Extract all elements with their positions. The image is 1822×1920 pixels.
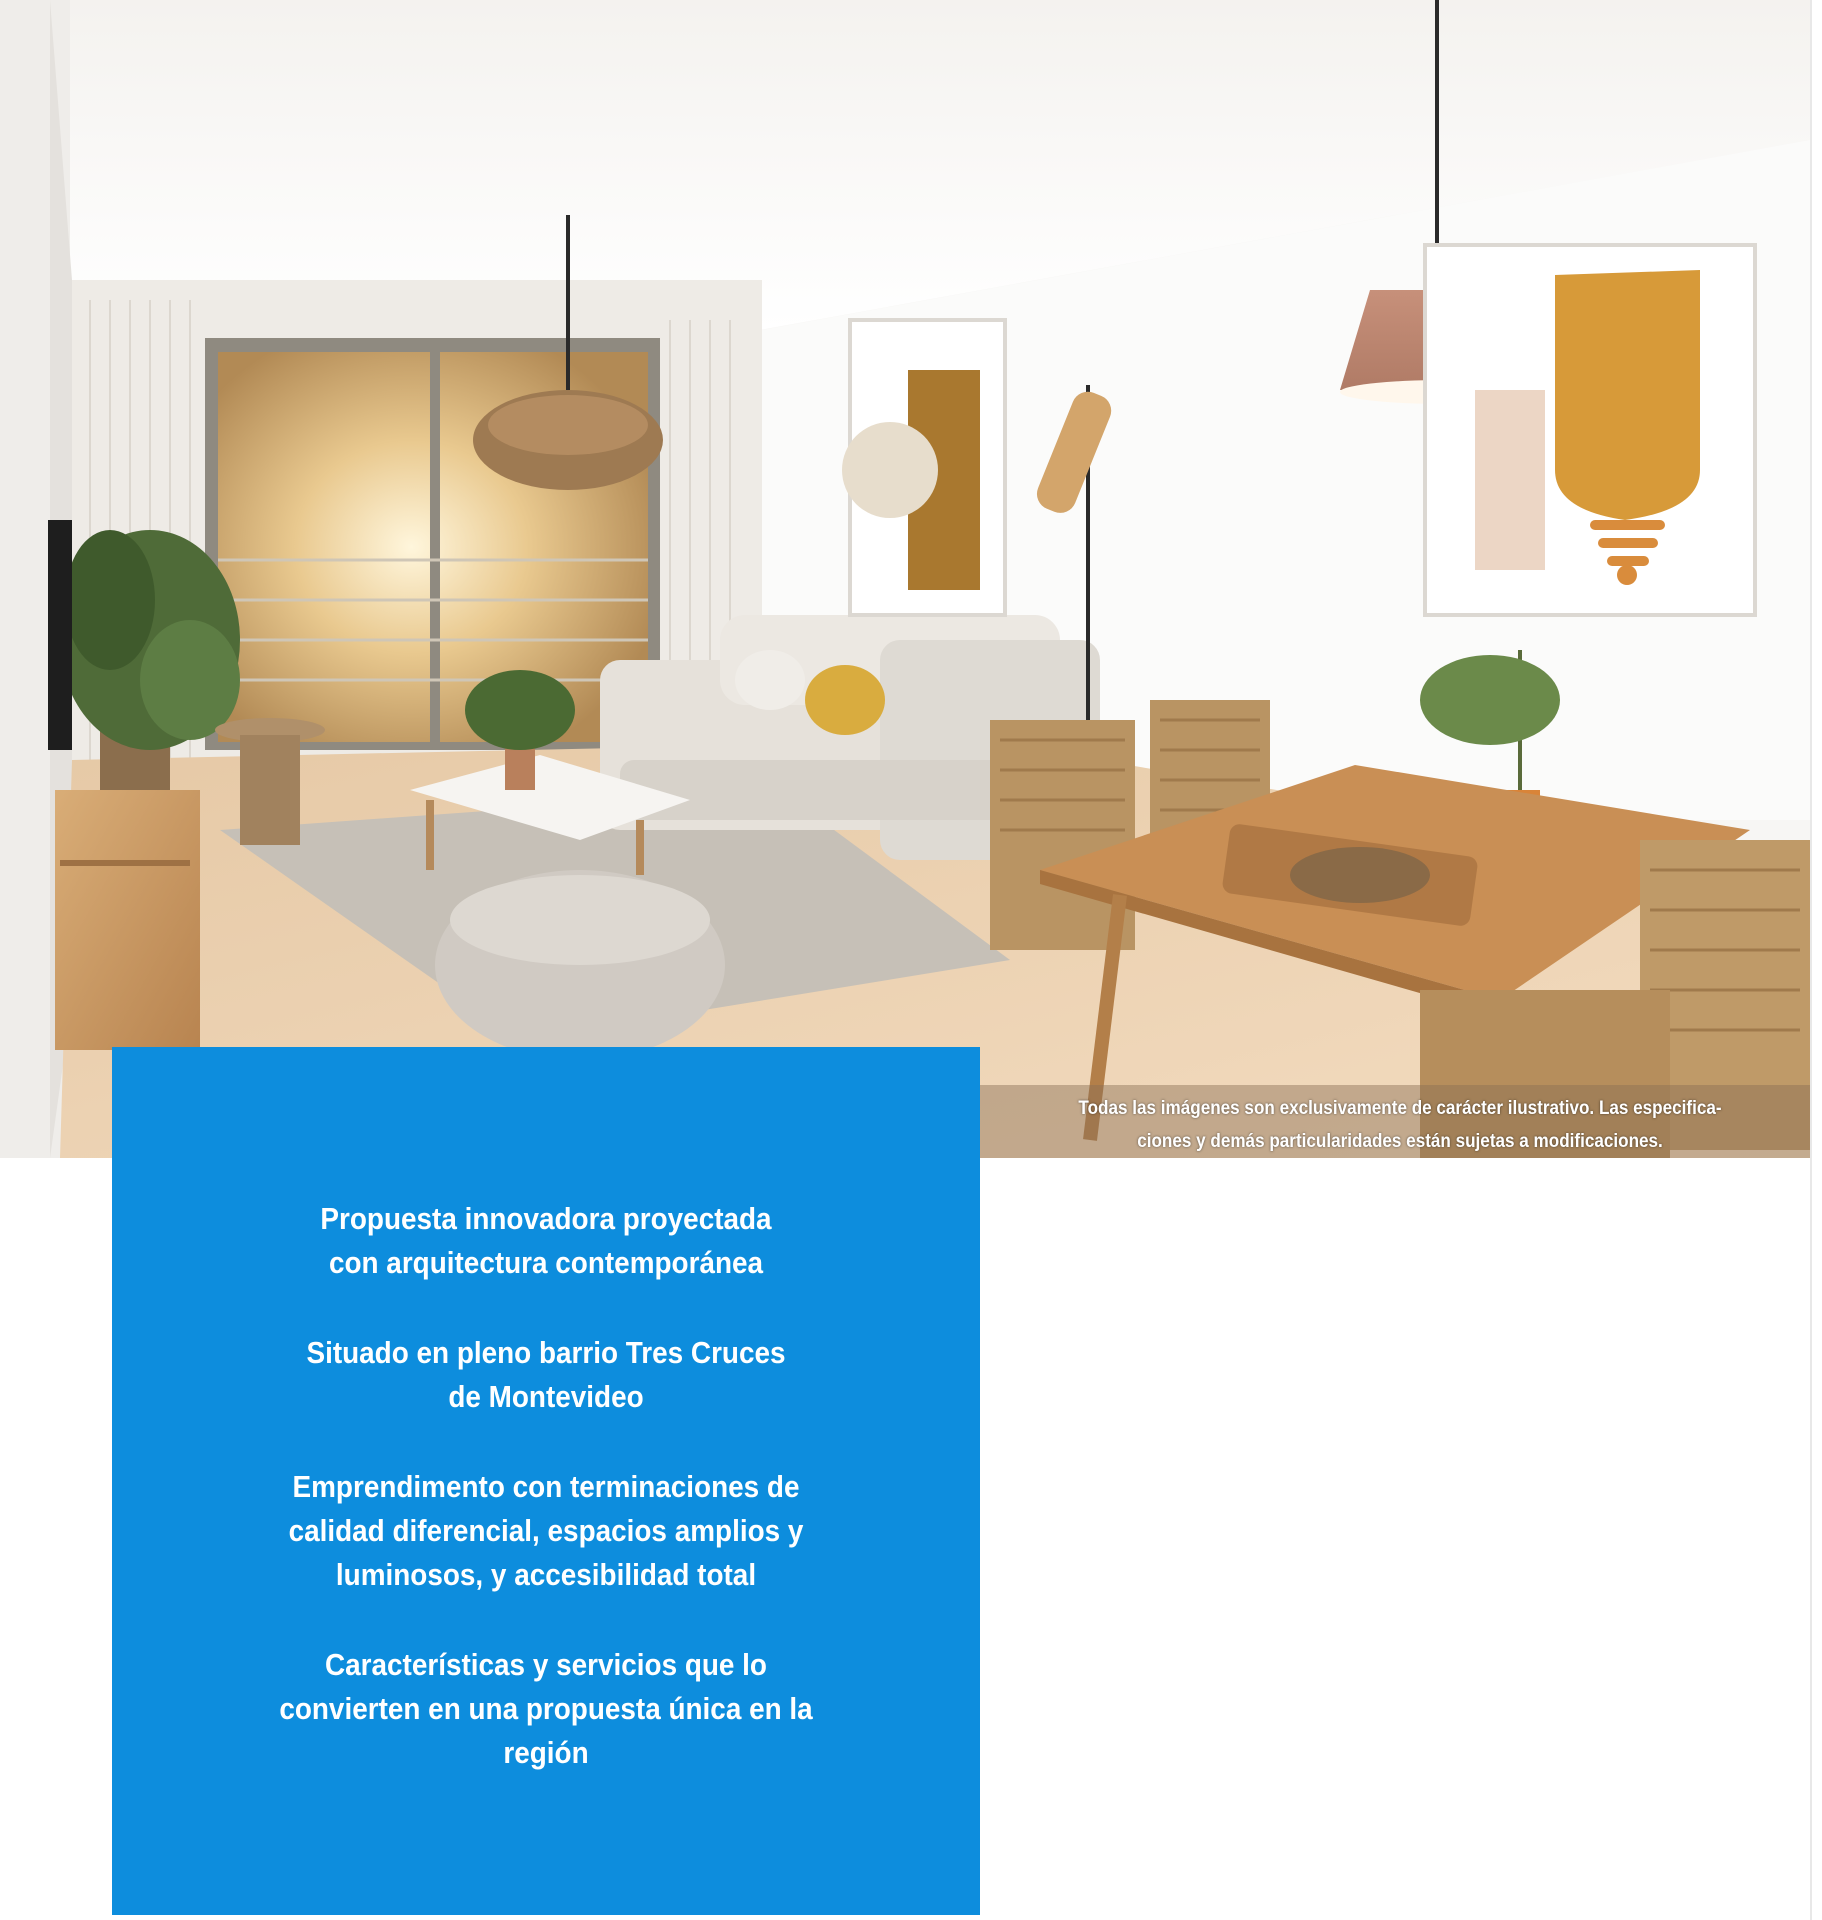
feature-line: con arquitectura contemporánea — [328, 1245, 764, 1280]
features-panel — [112, 1047, 980, 1915]
feature-item — [155, 1197, 936, 1285]
feature-line: convierten en una propuesta única en la — [279, 1691, 813, 1726]
disclaimer-line: Todas las imágenes son exclusivamente de carácter ilustrativo. Las especifica- — [1078, 1098, 1722, 1119]
feature-line: de Montevideo — [448, 1379, 644, 1414]
disclaimer-line: ciones y demás particularidades están sujetas a modificaciones. — [1137, 1131, 1663, 1152]
image-disclaimer — [1031, 1092, 1769, 1158]
feature-item — [155, 1465, 936, 1597]
feature-item — [155, 1643, 936, 1775]
feature-line: región — [503, 1735, 589, 1770]
feature-line: Emprendimento con terminaciones de — [292, 1469, 800, 1504]
feature-line: Propuesta innovadora proyectada — [320, 1201, 772, 1236]
features-list — [112, 1197, 980, 1821]
feature-line: Situado en pleno barrio Tres Cruces — [306, 1335, 786, 1370]
feature-item — [155, 1331, 936, 1419]
feature-line: calidad diferencial, espacios amplios y — [288, 1513, 804, 1548]
feature-line: luminosos, y accesibilidad total — [335, 1557, 757, 1592]
page-edge — [1810, 0, 1812, 1920]
feature-line: Características y servicios que lo — [324, 1647, 767, 1682]
